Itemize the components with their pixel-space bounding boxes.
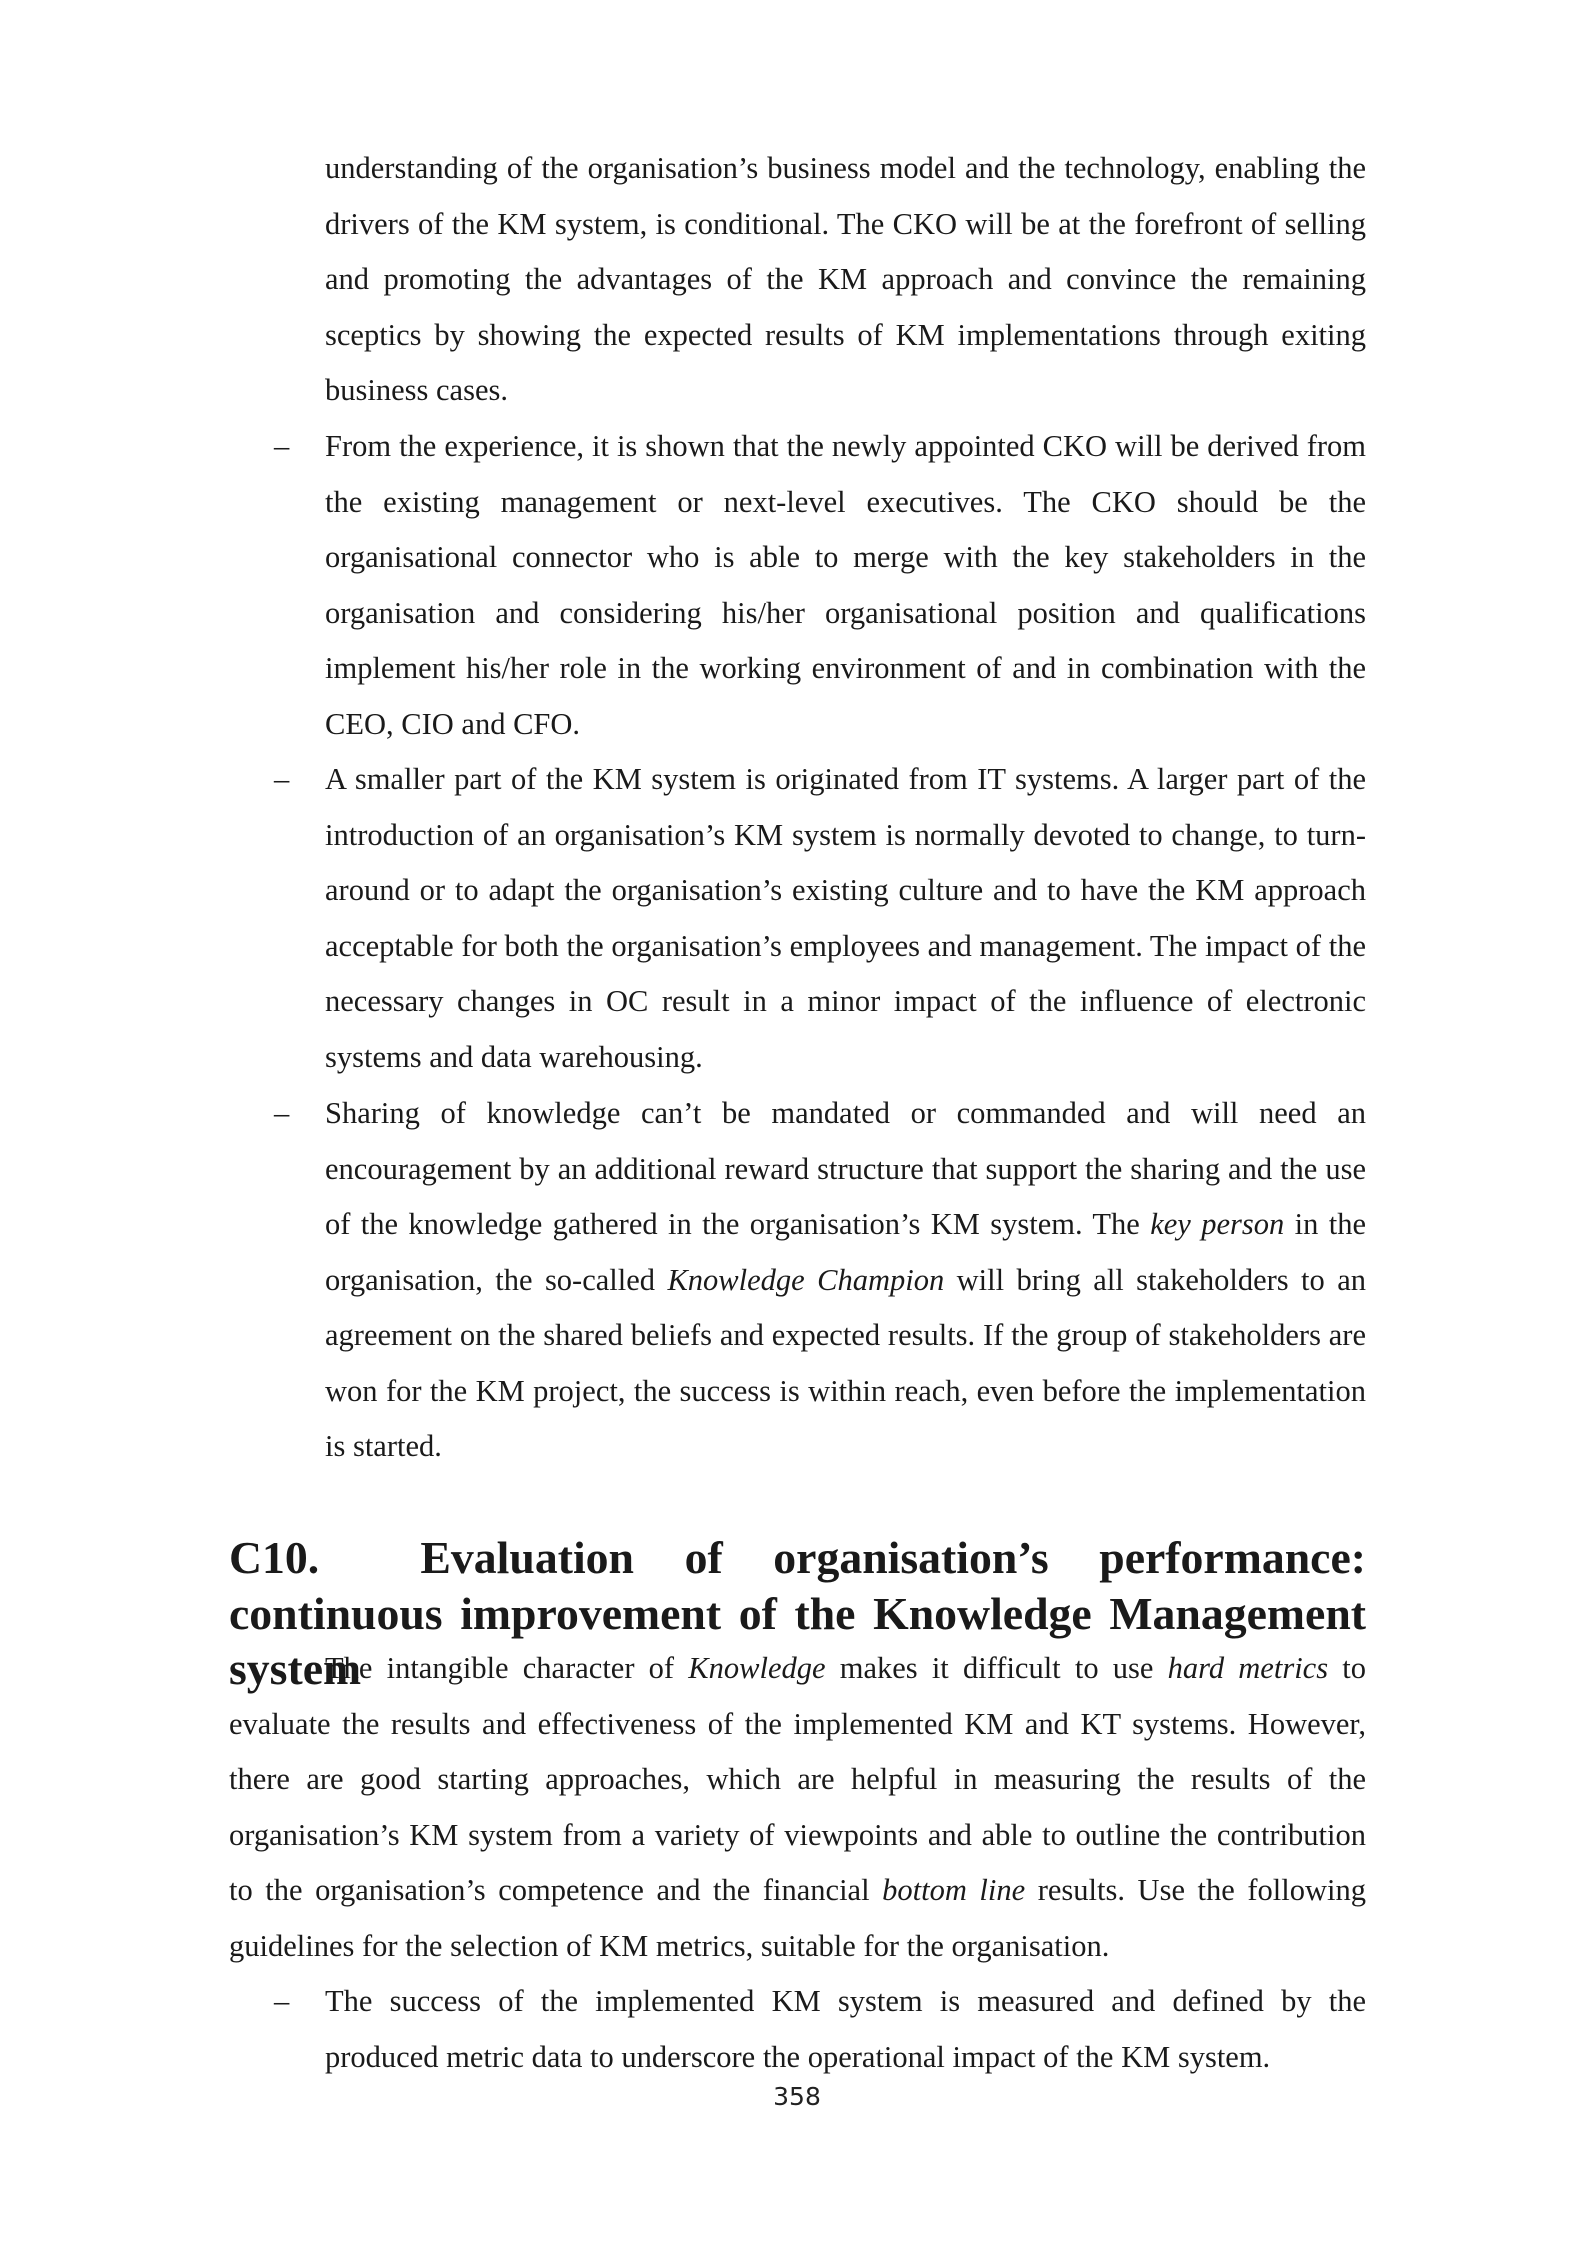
section-number: C10. — [229, 1532, 320, 1583]
emphasis-bottom-line: bottom line — [882, 1873, 1026, 1907]
section-title: Evaluation of organisation’s performance: continuous improvement of the Knowledge Management system — [229, 1532, 1366, 1694]
body-text: to evaluate the results and effectiveness of the implemented KM and KT systems. However, there are good starting approaches, which are helpful in measuring the results of the organisation’s KM system from a variety of viewpoints and able to outline the contribution to the organisation’s competence and the financial — [229, 1651, 1366, 1907]
body-text: The intangible character of — [325, 1651, 689, 1685]
bullet-item-knowledge-sharing — [325, 1086, 1366, 1475]
body-text: makes it difficult to use — [825, 1651, 1168, 1685]
bullet-text: will bring all stakeholders to an agreement on the shared beliefs and expected results. If the group of stakeholders are won for the KM project, the success is within reach, even before the implementation is started. — [325, 1262, 1366, 1463]
emphasis-knowledge-champion: Knowledge Champion — [667, 1262, 945, 1297]
bullet-item-success-metrics: The success of the implemented KM system is measured and defined by the produced metric data to underscore the operational impact of the KM system. — [325, 1984, 1366, 2074]
bullet-dash: – — [274, 1984, 290, 2018]
emphasis-key-person: key person — [1150, 1207, 1285, 1241]
bullet-item-cko-origin: From the experience, it is shown that the newly appointed CKO will be derived from the existing management or next-level executives. The CKO should be the organisational connector who is able to merge with the key stakeholders in the organisation and considering his/her organisational position and qualifications implement his/her role in the working environment of and in combination with the CEO, CIO and CFO. — [325, 429, 1366, 741]
bullet-item-km-system-origin: A smaller part of the KM system is originated from IT systems. A larger part of the introduction of an organisation’s KM system is normally devoted to change, to turn-around or to adapt the organisation’s existing culture and to have the KM approach acceptable for both the organisation’s employees and management. The impact of the necessary changes in OC result in a minor impact of the influence of electronic systems and data warehousing. — [325, 762, 1366, 1074]
bullet-text: Sharing of knowledge can’t be mandated or commanded and will need an encouragement by an additional reward structure that support the sharing and the use of the knowledge gathered in the organisation’s KM system. The — [325, 1096, 1366, 1241]
emphasis-knowledge: Knowledge — [688, 1651, 826, 1685]
bullet-text: in the organisation, the so-called — [325, 1207, 1366, 1297]
bullet-dash: – — [274, 429, 290, 463]
bullet-dash: – — [274, 1096, 290, 1130]
continuation-paragraph: understanding of the organisation’s business model and the technology, enabling the drivers of the KM system, is conditional. The CKO will be at the forefront of selling and promoting the advantages of the KM approach and convince the remaining sceptics by showing the expected results of KM implementations through exiting business cases. — [325, 151, 1366, 407]
body-paragraph — [229, 1641, 1366, 1974]
bullet-dash: – — [274, 762, 290, 796]
body-text: results. Use the following guidelines for the selection of KM metrics, suitable for the organisation. — [229, 1873, 1366, 1963]
emphasis-hard-metrics: hard metrics — [1167, 1651, 1329, 1685]
page-number: 358 — [773, 2082, 821, 2111]
